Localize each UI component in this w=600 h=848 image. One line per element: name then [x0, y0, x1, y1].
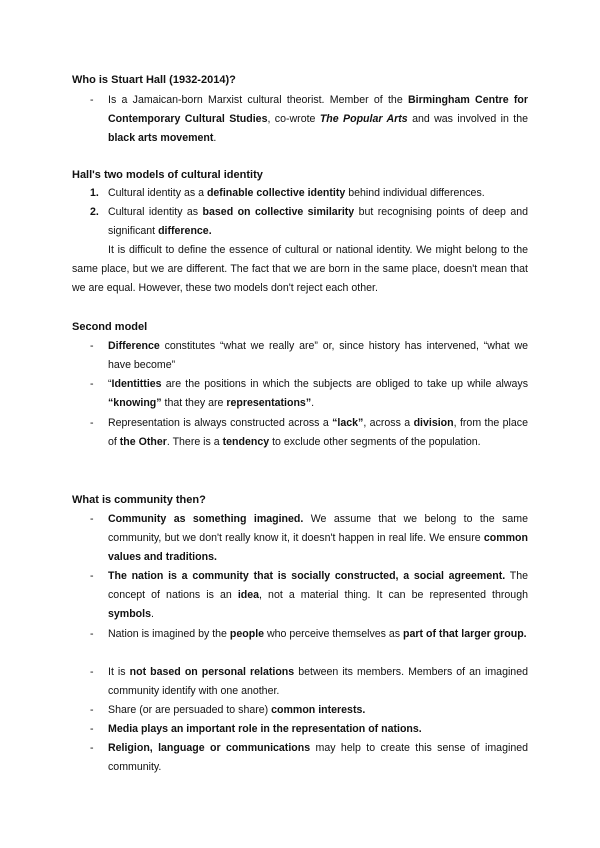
list-marker: - [90, 513, 94, 525]
list-marker: - [90, 417, 94, 429]
list-item-text: It is not based on personal relations between its members. Members of an imagined community identify with one another. [108, 666, 528, 697]
list-marker: - [90, 340, 94, 352]
list-number: 2. [90, 206, 99, 218]
list-item-text: Community as something imagined. We assume that we belong to the same community, but we don't really know it, it doesn't happen in real life. We ensure common values and traditions. [108, 513, 528, 563]
numbered-item-model-2 [92, 203, 528, 241]
list-marker: - [90, 742, 94, 754]
numbered-item-model-1 [92, 184, 528, 203]
list-item-text: Cultural identity as based on collective similarity but recognising points of deep and significant difference. [108, 206, 528, 237]
list-item-media-role [92, 720, 528, 739]
heading-what-is-community: What is community then? [72, 494, 206, 506]
list-item-text: Representation is always constructed across a “lack”, across a division, from the place of the Other. There is a tendency to exclude other segments of the population. [108, 417, 528, 448]
list-item-identities [92, 375, 528, 413]
list-item-text: Is a Jamaican-born Marxist cultural theorist. Member of the Birmingham Centre for Contemporary Cultural Studies, co-wrote The Popular Arts and was involved in the black arts movement. [108, 94, 528, 144]
list-item-nation-constructed [92, 567, 528, 624]
list-item-stuart-hall-bio [92, 91, 528, 148]
list-item-text: Cultural identity as a definable collective identity behind individual differences. [108, 187, 485, 199]
list-marker: - [90, 94, 94, 106]
list-item-text: Nation is imagined by the people who perceive themselves as part of that larger group. [108, 628, 527, 640]
list-item-religion-language [92, 739, 528, 777]
paragraph-identity-essence: It is difficult to define the essence of cultural or national identity. We might belong to the same place, but we are different. The fact that we are born in the same place, doesn't mean that we are equal. However, these two models don't reject each other. [72, 244, 528, 294]
list-item-text: Media plays an important role in the representation of nations. [108, 723, 422, 735]
list-item-text: Difference constitutes “what we really are” or, since history has intervened, “what we have become” [108, 340, 528, 371]
list-marker: - [90, 570, 94, 582]
list-item-text: Share (or are persuaded to share) common interests. [108, 704, 366, 716]
list-item-representation [92, 414, 528, 452]
list-marker: - [90, 704, 94, 716]
list-marker: - [90, 723, 94, 735]
list-item-text: “Identitties are the positions in which the subjects are obliged to take up while always “knowing” that they are representations”. [108, 378, 528, 409]
heading-second-model: Second model [72, 321, 148, 333]
list-marker: - [90, 628, 94, 640]
list-marker: - [90, 378, 94, 390]
list-item-not-personal-relations [92, 663, 528, 701]
heading-two-models: Hall's two models of cultural identity [72, 169, 263, 181]
list-item-text: Religion, language or communications may help to create this sense of imagined community. [108, 742, 528, 773]
list-item-difference [92, 337, 528, 375]
list-number: 1. [90, 187, 99, 199]
heading-who-is-stuart-hall: Who is Stuart Hall (1932-2014)? [72, 74, 236, 86]
list-item-community-imagined [92, 510, 528, 567]
list-item-text: The nation is a community that is socially constructed, a social agreement. The concept of nations is an idea, not a material thing. It can be represented through symbols. [108, 570, 528, 620]
list-item-share-interests [92, 701, 528, 720]
list-marker: - [90, 666, 94, 678]
list-item-nation-imagined [92, 625, 528, 644]
